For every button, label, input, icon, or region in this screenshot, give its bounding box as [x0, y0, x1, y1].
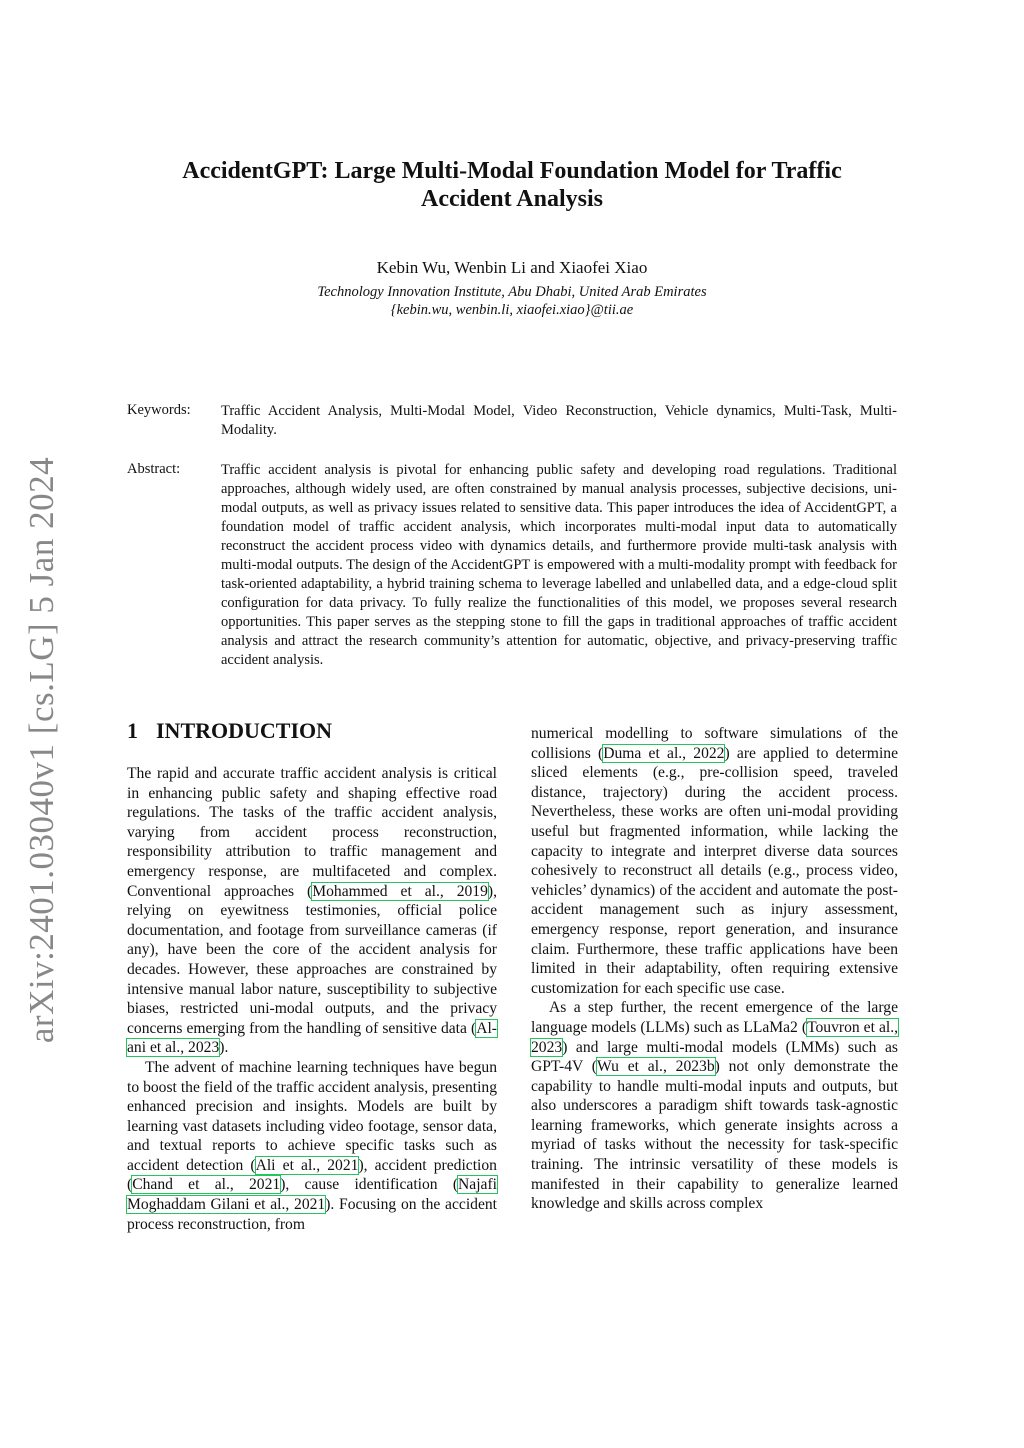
citation-link[interactable]: Mohammed et al., 2019 — [312, 882, 488, 900]
keywords-text: Traffic Accident Analysis, Multi-Modal Model, Video Reconstruction, Vehicle dynamics, Multi-Task, Multi-Modality. — [221, 403, 897, 438]
citation-link[interactable]: Touvron et al., 2023 — [531, 1018, 898, 1056]
paragraph — [531, 998, 898, 1214]
authors: Kebin Wu, Wenbin Li and Xiaofei Xiao — [376, 258, 648, 277]
paragraph — [127, 764, 497, 1058]
affiliation-block — [0, 283, 1024, 319]
paper-title — [140, 157, 884, 213]
abstract-label: Abstract: — [127, 461, 181, 477]
text-span: ) and large multi-modal models (LMMs) such as GPT-4V ( — [531, 1038, 898, 1076]
text-span: ). — [219, 1039, 229, 1057]
arxiv-sidebar-stamp — [12, 456, 72, 1044]
arxiv-id: arXiv:2401.03040v1 [cs.LG] 5 Jan 2024 — [22, 456, 62, 1044]
abstract-text: Traffic accident analysis is pivotal for enhancing public safety and developing road regulations. Traditional approaches, although widely used, are often constrained by manual analysis processes, subjective decisions, uni-modal outputs, as well as privacy issues related to sensitive data. This paper introduces the idea of AccidentGPT, a foundation model of traffic accident analysis, which incorporates multi-modal input data to automatically reconstruct the accident process video with dynamics details, and furthermore provide multi-task analysis with multi-modal outputs. The design of the AccidentGPT is empowered with a multi-modality prompt with feedback for task-oriented adaptability, a hybrid training schema to leverage labelled and unlabelled data, and a edge-cloud split configuration for data privacy. To fully realize the functionalities of this model, we proposes several research opportunities. This paper serves as the stepping stone to fill the gaps in traditional approaches of traffic accident analysis and attract the research community’s attention for automatic, objective, and privacy-preserving traffic accident analysis. — [221, 462, 897, 668]
section-heading — [127, 718, 332, 744]
text-span: ). Focusing on the accident process reconstruction, from — [127, 1196, 497, 1233]
title-line-1: AccidentGPT: Large Multi-Modal Foundation Model for Traffic — [182, 158, 842, 184]
citation-link[interactable]: Ali et al., 2021 — [255, 1156, 359, 1174]
emails: {kebin.wu, wenbin.li, xiaofei.xiao}@tii.ae — [390, 302, 634, 318]
left-column — [127, 764, 497, 1234]
title-line-2: Accident Analysis — [420, 186, 603, 212]
citation-link[interactable]: Chand et al., 2021 — [132, 1176, 281, 1194]
text-span: ), relying on eyewitness testimonies, official police documentation, and footage from surveillance cameras (if any), have been the core of the accident analysis for decades. However, these approaches are constrained by intensive manual labor nature, susceptibility to subjective biases, restricted uni-modal outputs, and the privacy concerns emerging from the handling of sensitive data ( — [127, 882, 497, 1037]
text-span: ) not only demonstrate the capability to handle multi-modal inputs and outputs, but also underscores a paradigm shift towards task-agnostic learning frameworks, which generate insights across a myriad of tasks without the necessity for task-specific training. The intrinsic versatility of these models is manifested in their capability to generalize learned knowledge and skills across complex — [531, 1058, 899, 1213]
citation-link[interactable]: Duma et al., 2022 — [603, 744, 725, 762]
paragraph — [531, 724, 898, 998]
text-span: The rapid and accurate traffic accident analysis is critical in enhancing public safety and shaping effective road regulations. The tasks of the traffic accident analysis, varying from accident process reconstruction, responsibility attribution to traffic management and emergency response, are multifaceted and complex. Conventional approaches ( — [127, 765, 497, 900]
text-span: ), accident prediction ( — [127, 1156, 497, 1194]
keywords-label: Keywords: — [127, 402, 191, 418]
text-span: ) are applied to determine sliced elements (e.g., pre-collision speed, traveled distance, trajectory) during the accident process. Nevertheless, these works are often uni-modal providing useful but fragmented information, while lacking the capacity to integrate and interpret diverse data sources cohesively to reconstruct all details (e.g., process video, vehicles’ dynamics) of the accident and automate the post-accident management such as injury assessment, emergency response, report generation, and insurance claim. Furthermore, these traffic applications have been limited in their adaptability, often requiring extensive customization for each specific use case. — [531, 744, 898, 997]
section-number: 1 — [127, 718, 138, 743]
text-span: ), cause identification ( — [280, 1176, 459, 1194]
citation-link[interactable]: Al-ani et al., 2023 — [127, 1019, 497, 1057]
paragraph — [127, 1058, 497, 1234]
citation-link[interactable]: Wu et al., 2023b — [597, 1058, 715, 1076]
text-span: The advent of machine learning techniques have begun to boost the field of the traffic accident analysis, presenting enhanced precision and insights. Models are built by learning vast datasets including video footage, sensor data, and textual reports to achieve specific tasks such as accident detection ( — [127, 1058, 497, 1174]
citation-link[interactable]: Najafi Moghaddam Gilani et al., 2021 — [127, 1176, 498, 1214]
section-title: INTRODUCTION — [156, 718, 333, 743]
text-span: numerical modelling to software simulations of the collisions ( — [531, 725, 898, 762]
text-span: As a step further, the recent emergence of the large language models (LLMs) such as LLaMa2 ( — [531, 999, 898, 1036]
affiliation: Technology Innovation Institute, Abu Dhabi, United Arab Emirates — [317, 284, 707, 300]
right-column — [531, 724, 898, 1214]
